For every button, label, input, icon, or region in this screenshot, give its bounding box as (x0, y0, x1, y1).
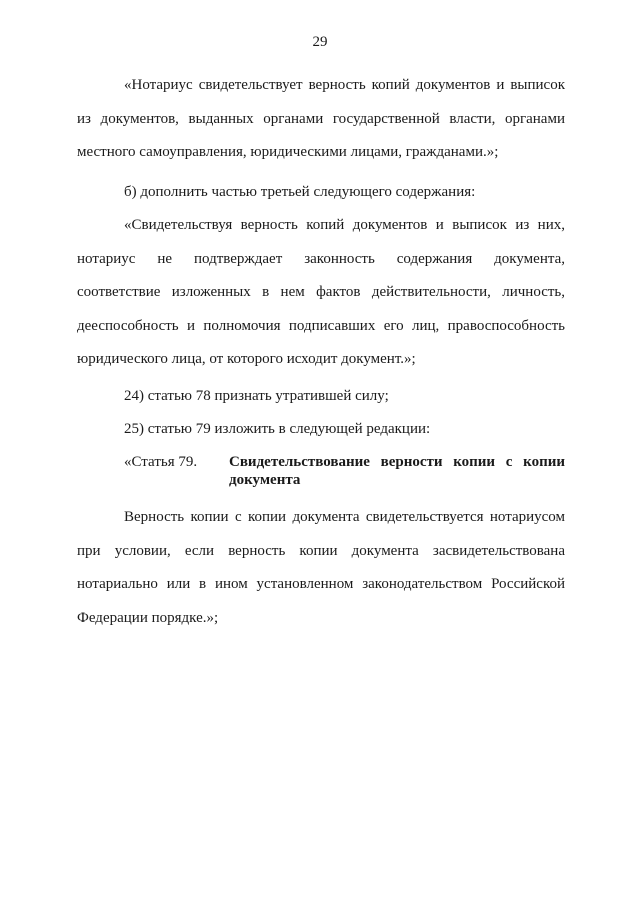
article-title (229, 453, 565, 489)
paragraph-line: дееспособность и полномочия подписавших его лиц, правоспособность (77, 317, 565, 334)
paragraph-line: из документов, выданных органами государственной власти, органами (77, 110, 565, 127)
paragraph-item-25 (77, 413, 565, 447)
article-label: «Статья 79. (124, 454, 198, 470)
paragraph-line: «Нотариус свидетельствует верность копий документов и выписок (124, 77, 565, 93)
paragraph-line: б) дополнить частью третьей следующего содержания: (124, 184, 476, 200)
page-number: 29 (312, 34, 328, 50)
paragraph-line: Верность копии с копии документа свидетельствуется нотариусом (124, 509, 565, 525)
paragraph-line: при условии, если верность копии документа засвидетельствована (77, 542, 565, 559)
paragraph-item-24 (77, 380, 565, 414)
paragraph-certifying-copies (77, 209, 565, 377)
paragraph-line: юридического лица, от которого исходит документ.»; (77, 351, 416, 367)
paragraph-amend-part-three (77, 176, 565, 210)
paragraph-line: нотариус не подтверждает законность содержания документа, (77, 250, 565, 267)
paragraph-notary-certifies (77, 69, 565, 170)
paragraph-line: соответствие изложенных в нем фактов действительности, личность, (77, 284, 565, 300)
paragraph-copy-of-copy (77, 501, 565, 635)
paragraph-line: Федерации порядке.»; (77, 609, 219, 626)
paragraph-line: 24) статью 78 признать утратившей силу; (124, 388, 389, 404)
article-title-line: Свидетельствование верности копии с копии (229, 454, 565, 470)
article-title-line: документа (229, 472, 301, 488)
paragraph-line: местного самоуправления, юридическими лицами, гражданами.»; (77, 144, 499, 160)
paragraph-line: нотариально или в ином установленном законодательством Российской (77, 576, 565, 592)
paragraph-line: «Свидетельствуя верность копий документов и выписок из них, (124, 217, 565, 233)
paragraph-line: 25) статью 79 изложить в следующей редакции: (124, 421, 431, 437)
